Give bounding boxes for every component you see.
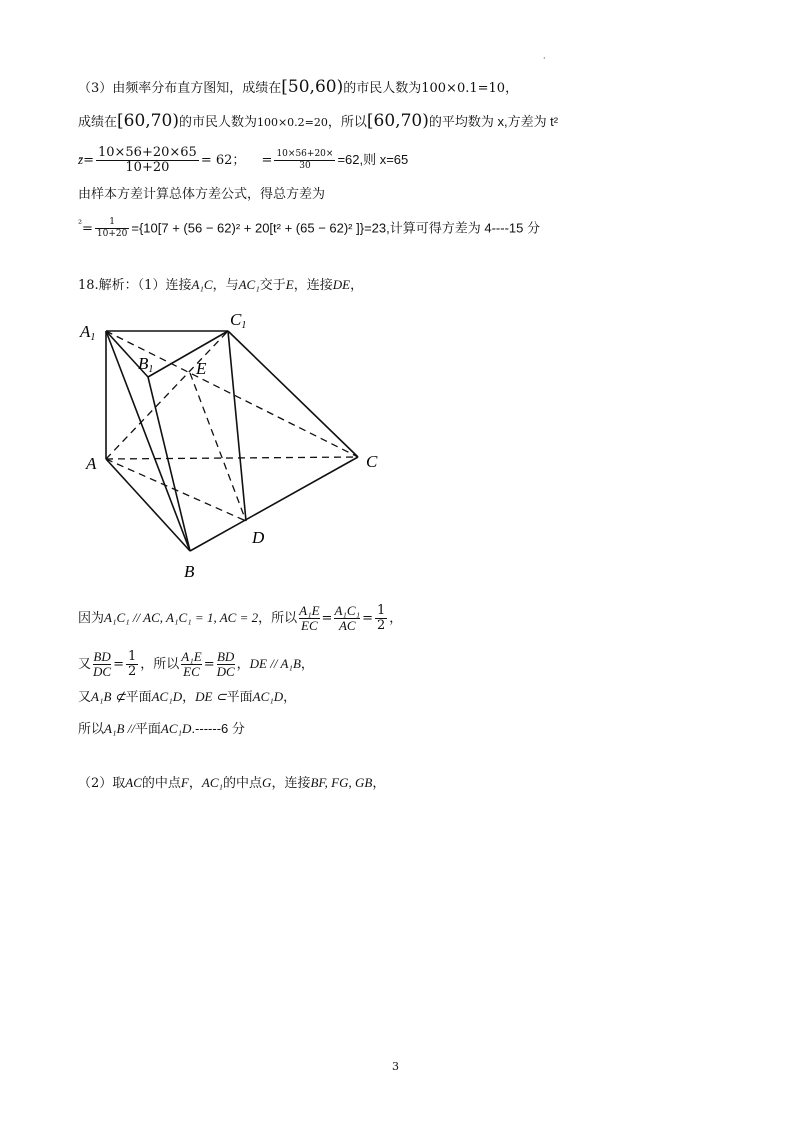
math-expr: 100×0.1=10 xyxy=(421,81,506,96)
edge-c1-d xyxy=(228,331,246,521)
fraction-bd-dc xyxy=(93,650,111,679)
equals: = xyxy=(83,153,94,168)
q18-part2-line xyxy=(78,774,385,793)
text: ，所以 xyxy=(258,611,298,626)
p3-line-1 xyxy=(78,78,518,98)
text: ，连接 xyxy=(271,776,311,791)
text: 的市民人数为 xyxy=(343,81,422,96)
text: 所以 xyxy=(78,722,105,737)
edge-a-d xyxy=(106,459,246,521)
fraction-a1e-ec xyxy=(299,604,319,633)
math: G xyxy=(262,775,272,790)
math: A₁C xyxy=(191,277,213,292)
numerator: BD xyxy=(93,649,111,664)
text: 又 xyxy=(78,690,92,705)
math: E xyxy=(285,277,294,292)
variance-fraction xyxy=(95,217,129,240)
geometry-figure xyxy=(70,305,400,585)
text: ， xyxy=(188,776,202,791)
text: ， xyxy=(300,657,314,672)
math-expr: 100×0.2=20 xyxy=(256,116,328,129)
text: ，与 xyxy=(212,278,239,293)
text: ， xyxy=(236,657,250,672)
text: ，连接 xyxy=(293,278,333,293)
mean-fraction xyxy=(96,146,199,175)
text: 由样本方差计算总体方差公式，得总方差为 xyxy=(78,187,326,202)
text: ，所以 xyxy=(140,657,180,672)
fraction-a1e-ec xyxy=(181,650,201,679)
numerator: 10×56+20×65 xyxy=(97,145,197,160)
corner-mark: · xyxy=(543,54,546,63)
label-d: D xyxy=(252,528,265,547)
fraction-half xyxy=(126,650,138,679)
numerator: A₁C₁ xyxy=(334,603,361,618)
edge-e-d xyxy=(190,373,246,521)
denominator: 2 xyxy=(377,618,386,633)
q18-line-5 xyxy=(78,720,245,739)
text: 平面 xyxy=(134,722,161,737)
interval: [60,70) xyxy=(366,111,429,131)
text: ，所以 xyxy=(327,115,367,130)
q18-line-2 xyxy=(78,604,402,633)
page-number: 3 xyxy=(392,1060,399,1073)
numerator: BD xyxy=(216,649,235,664)
equals: = xyxy=(203,657,215,672)
p3-line-5 xyxy=(78,216,540,240)
fraction-half xyxy=(375,604,387,633)
math: A₁B ⊄ xyxy=(91,689,126,704)
p3-line-4 xyxy=(78,186,325,204)
mean-fraction-2 xyxy=(274,149,335,172)
math: AC₁ xyxy=(238,277,260,292)
text: 又 xyxy=(78,657,92,672)
denominator: EC xyxy=(301,618,318,633)
math: AC₁ xyxy=(201,775,224,790)
edge-c1-c xyxy=(228,331,358,457)
text: 的市民人数为 xyxy=(178,115,257,130)
fraction-a1c1-ac xyxy=(334,604,360,633)
text: （2）取 xyxy=(78,776,126,791)
label-e: E xyxy=(196,359,207,378)
math: F xyxy=(180,775,189,790)
equals: = xyxy=(113,657,124,672)
label-c: C xyxy=(366,452,378,471)
text: 的中点 xyxy=(141,776,181,791)
fraction-bd-dc xyxy=(217,650,235,679)
text: 18.解析：（1）连接 xyxy=(78,278,192,293)
denominator: EC xyxy=(183,664,200,679)
numerator: 1 xyxy=(377,603,386,618)
z-bar: z̄ xyxy=(78,152,84,167)
text: 因为 xyxy=(78,611,105,626)
text: 成绩在 xyxy=(78,115,118,130)
result: =62,则 x=65 xyxy=(337,152,409,167)
math: AC₁D xyxy=(252,689,284,704)
equals: = xyxy=(321,611,333,626)
edge-a-c xyxy=(106,457,358,459)
q18-line-1 xyxy=(78,276,363,295)
edge-b1-b xyxy=(148,377,190,551)
edge-a1-c xyxy=(106,331,358,457)
label-c1: C1 xyxy=(230,310,247,331)
text: 交于 xyxy=(259,278,286,293)
denominator: 30 xyxy=(299,161,311,171)
text: 平面 xyxy=(125,690,152,705)
interval: [60,70) xyxy=(117,111,179,131)
denominator: 2 xyxy=(127,664,137,679)
math: A₁B // xyxy=(104,721,135,736)
math: DE xyxy=(332,277,351,292)
label-b1: B1 xyxy=(138,354,154,375)
text: （3）由频率分布直方图知，成绩在 xyxy=(78,81,282,96)
text: ， xyxy=(372,776,386,791)
text: ， xyxy=(389,611,403,626)
edge-a-b xyxy=(106,459,190,551)
math: DE ⊂ xyxy=(195,689,227,704)
math: BF, FG, GB xyxy=(310,775,373,790)
superscript: ² xyxy=(78,219,83,230)
text: .------6 分 xyxy=(191,721,245,736)
q18-line-3 xyxy=(78,650,314,679)
math: A₁C₁ // AC, A₁C₁ = 1, AC = 2 xyxy=(104,610,259,625)
numerator: 10×56+20× xyxy=(276,149,334,159)
denominator: 10+20 xyxy=(96,229,128,240)
text: 平面 xyxy=(226,690,253,705)
numerator: 1 xyxy=(95,217,129,229)
p3-line-2 xyxy=(78,112,558,132)
math: AC xyxy=(125,775,142,790)
denominator: DC xyxy=(93,664,112,679)
math: AC₁D xyxy=(151,689,183,704)
label-a: A xyxy=(86,454,97,473)
denominator: 10+20 xyxy=(125,160,170,175)
denominator: AC xyxy=(338,618,356,633)
result: = 62； xyxy=(200,153,246,168)
q18-line-4 xyxy=(78,688,296,707)
text: 的中点 xyxy=(223,776,263,791)
math: DE // A₁B xyxy=(249,656,301,671)
denominator: DC xyxy=(216,664,235,679)
math: AC₁D xyxy=(160,721,192,736)
text: ， xyxy=(283,690,297,705)
label-b: B xyxy=(184,562,195,581)
equals: = xyxy=(82,221,93,237)
edge-b-c xyxy=(190,457,358,551)
p3-line-3 xyxy=(78,146,408,175)
equals: = xyxy=(362,611,373,626)
numerator: 1 xyxy=(127,649,137,664)
variance-expr: ={10[7 + (56 − 62)² + 20[t² + (65 − 62)² ]}=23,计算可得方差为 4----15 分 xyxy=(131,220,540,236)
text: ， xyxy=(350,278,364,293)
equals: = xyxy=(261,153,273,168)
edge-b1-c1 xyxy=(148,331,228,377)
text: ， xyxy=(182,690,196,705)
numerator: A₁E xyxy=(299,603,320,618)
numerator: A₁E xyxy=(181,649,202,664)
text: ， xyxy=(505,81,519,96)
interval: [50,60) xyxy=(281,77,344,97)
text: 的平均数为 x,方差为 t² xyxy=(428,114,559,129)
label-a1: A1 xyxy=(80,322,96,343)
